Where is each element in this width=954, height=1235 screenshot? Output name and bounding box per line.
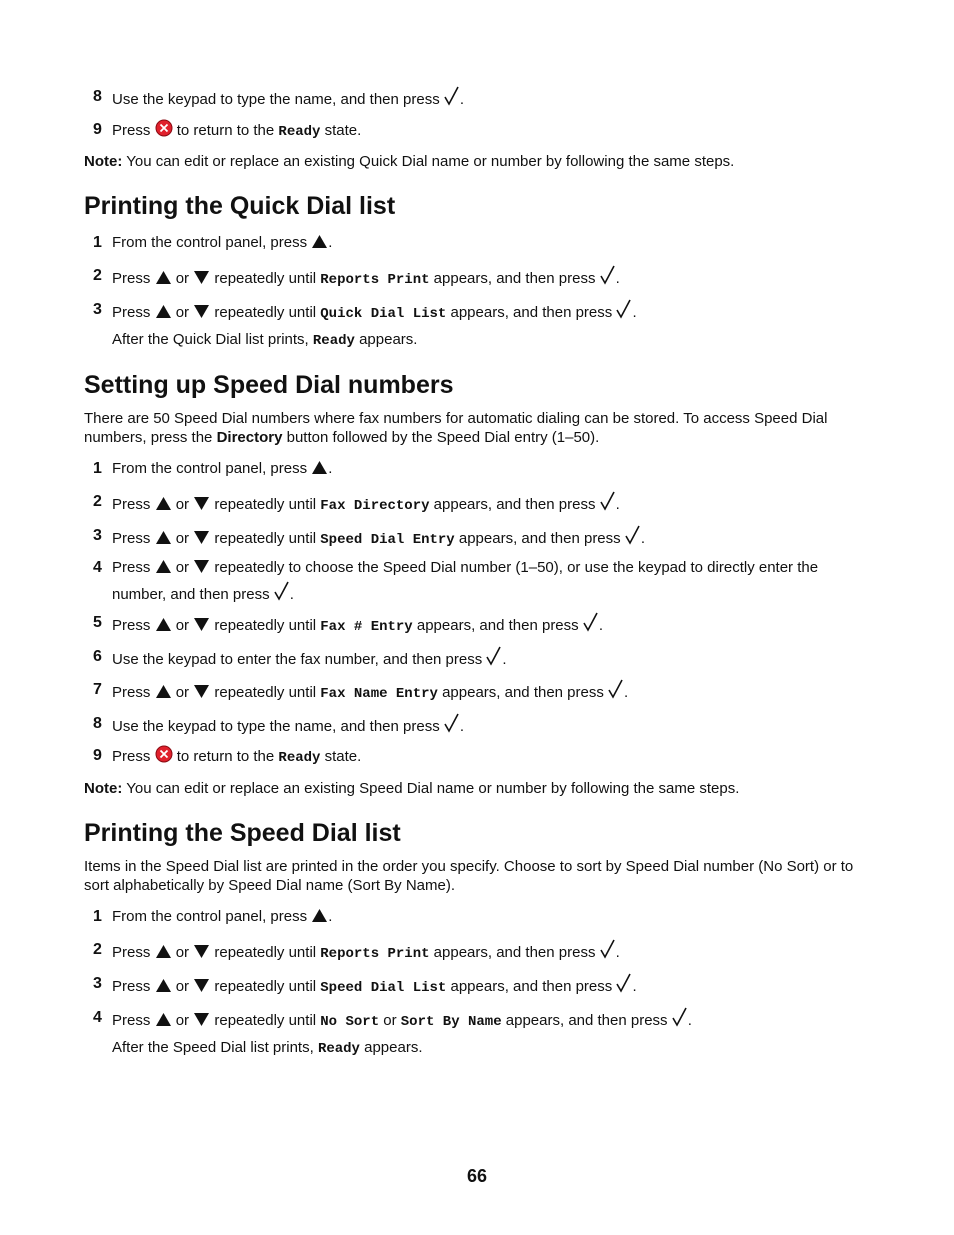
step-text: repeatedly until xyxy=(214,496,317,513)
menu-text: Speed Dial Entry xyxy=(320,532,455,548)
step-2: 2 Press or repeatedly until Reports Print appears, and then press . xyxy=(84,939,874,966)
menu-text: Quick Dial List xyxy=(320,306,447,322)
step-text: Press xyxy=(112,1012,151,1029)
note-label: Note: xyxy=(84,780,123,797)
up-arrow-icon xyxy=(155,617,172,639)
step-text: state. xyxy=(324,748,362,765)
step-number: 6 xyxy=(93,648,102,665)
step-text: repeatedly until xyxy=(214,684,317,701)
step-text: Press xyxy=(112,559,151,576)
step-3: 3 Press or repeatedly until Quick Dial List appears, and then press . xyxy=(84,299,874,326)
step-text: Press xyxy=(112,304,151,321)
step-result xyxy=(84,329,874,352)
step-number: 1 xyxy=(93,234,102,251)
section-heading: Setting up Speed Dial numbers xyxy=(84,371,454,399)
step-text: Use the keypad to type the name, and then press xyxy=(112,91,440,108)
step-text: appears, and then press xyxy=(433,496,596,513)
step-text: repeatedly to choose the Speed Dial number (1–50), or use the keypad to directly enter the number, and then press xyxy=(112,559,819,603)
up-arrow-icon xyxy=(311,234,328,256)
step-text: From the control panel, press xyxy=(112,234,308,251)
step-6: 6 Use the keypad to enter the fax number, and then press . xyxy=(84,646,874,673)
step-text: repeatedly until xyxy=(214,978,317,995)
step-text: Use the keypad to type the name, and then press xyxy=(112,718,440,735)
up-arrow-icon xyxy=(155,530,172,552)
step-number: 5 xyxy=(93,614,102,631)
up-arrow-icon xyxy=(155,559,172,581)
step-text: Press xyxy=(112,944,151,961)
down-arrow-icon xyxy=(193,496,210,518)
note-text: You can edit or replace an existing Speed Dial name or number by following the same steps. xyxy=(126,780,740,797)
step-7: 7 Press or repeatedly until Fax Name Entry appears, and then press . xyxy=(84,679,874,706)
step-number: 8 xyxy=(93,88,102,105)
step-number: 3 xyxy=(93,527,102,544)
down-arrow-icon xyxy=(193,304,210,326)
menu-text: Fax Name Entry xyxy=(320,686,438,702)
step-text: or xyxy=(175,944,190,961)
up-arrow-icon xyxy=(311,908,328,930)
down-arrow-icon xyxy=(193,978,210,1000)
step-text: From the control panel, press xyxy=(112,460,308,477)
step-text: Press xyxy=(112,270,151,287)
step-number: 3 xyxy=(93,301,102,318)
intro-paragraph: Items in the Speed Dial list are printed in the order you specify. Choose to sort by Speed Dial number (No Sort) or to sort alphabetically by Speed Dial name (Sort By Name). xyxy=(84,858,854,894)
step-text: to return to the xyxy=(176,748,275,765)
step-text: repeatedly until xyxy=(214,304,317,321)
step-text: Press xyxy=(112,122,151,139)
step-4: 4 Press or repeatedly to choose the Speed Dial number (1–50), or use the keypad to directly enter the number, and then press . xyxy=(84,557,874,608)
checkmark-icon xyxy=(600,939,616,966)
step-number: 9 xyxy=(93,121,102,138)
step-4: 4 Press or repeatedly until No Sort or Sort By Name appears, and then press . xyxy=(84,1007,874,1034)
step-text: or xyxy=(175,1012,190,1029)
step-text: or xyxy=(175,496,190,513)
down-arrow-icon xyxy=(193,944,210,966)
step-number: 7 xyxy=(93,681,102,698)
step-text: to return to the xyxy=(176,122,275,139)
down-arrow-icon xyxy=(193,559,210,581)
step-3: 3 Press or repeatedly until Speed Dial List appears, and then press . xyxy=(84,973,874,1000)
up-arrow-icon xyxy=(155,684,172,706)
step-text: appears, and then press xyxy=(442,684,604,701)
up-arrow-icon xyxy=(155,978,172,1000)
checkmark-icon xyxy=(486,646,502,673)
step-text: appears. xyxy=(359,331,418,348)
step-text: or xyxy=(175,304,190,321)
paragraph-bold: Directory xyxy=(216,429,283,446)
step-number: 2 xyxy=(93,941,102,958)
checkmark-icon xyxy=(672,1007,688,1034)
step-text: or xyxy=(175,559,190,576)
menu-text: Ready xyxy=(278,124,321,140)
step-1: 1 From the control panel, press . xyxy=(84,232,874,256)
step-text: appears, and then press xyxy=(458,530,621,547)
step-text: or xyxy=(175,530,190,547)
step-text: or xyxy=(383,1012,397,1029)
step-1: 1 From the control panel, press . xyxy=(84,906,874,930)
checkmark-icon xyxy=(583,612,599,639)
step-text: Press xyxy=(112,617,151,634)
down-arrow-icon xyxy=(193,270,210,292)
down-arrow-icon xyxy=(193,1012,210,1034)
step-1: 1 From the control panel, press . xyxy=(84,458,874,482)
step-text: or xyxy=(175,978,190,995)
checkmark-icon xyxy=(616,299,632,326)
step-9 xyxy=(84,119,874,144)
step-number: 9 xyxy=(93,747,102,764)
intro-paragraph xyxy=(84,409,874,447)
checkmark-icon xyxy=(608,679,624,706)
up-arrow-icon xyxy=(155,304,172,326)
menu-text: Speed Dial List xyxy=(320,980,447,996)
menu-text: Reports Print xyxy=(320,272,430,288)
step-text: appears, and then press xyxy=(416,617,579,634)
step-text: Press xyxy=(112,496,151,513)
menu-text: Reports Print xyxy=(320,946,430,962)
step-text: Use the keypad to enter the fax number, and then press xyxy=(112,651,483,668)
checkmark-icon xyxy=(274,581,290,608)
up-arrow-icon xyxy=(311,460,328,482)
checkmark-icon xyxy=(444,86,460,113)
step-text: repeatedly until xyxy=(214,944,317,961)
step-text: appears, and then press xyxy=(433,944,596,961)
step-text: repeatedly until xyxy=(214,270,317,287)
step-2: 2 Press or repeatedly until Fax Directory appears, and then press . xyxy=(84,491,874,518)
step-8: 8 Use the keypad to type the name, and then press . xyxy=(84,86,874,113)
step-text: or xyxy=(175,617,190,634)
step-text: repeatedly until xyxy=(214,1012,317,1029)
note-label: Note: xyxy=(84,153,123,170)
step-number: 4 xyxy=(93,1009,102,1026)
menu-text: No Sort xyxy=(320,1014,380,1030)
up-arrow-icon xyxy=(155,1012,172,1034)
stop-x-icon xyxy=(155,119,173,144)
step-number: 2 xyxy=(93,267,102,284)
checkmark-icon xyxy=(444,713,460,740)
note xyxy=(84,152,874,171)
step-text: Press xyxy=(112,978,151,995)
step-text: appears, and then press xyxy=(450,304,613,321)
step-text: repeatedly until xyxy=(214,530,317,547)
step-number: 1 xyxy=(93,460,102,477)
stop-x-icon xyxy=(155,745,173,770)
menu-text: Fax # Entry xyxy=(320,619,413,635)
page-number: 66 xyxy=(466,1166,488,1186)
step-text: or xyxy=(175,270,190,287)
step-text: appears, and then press xyxy=(505,1012,668,1029)
step-text: or xyxy=(175,684,190,701)
step-3: 3 Press or repeatedly until Speed Dial Entry appears, and then press . xyxy=(84,525,874,552)
step-text: Press xyxy=(112,530,151,547)
checkmark-icon xyxy=(616,973,632,1000)
step-number: 2 xyxy=(93,493,102,510)
down-arrow-icon xyxy=(193,530,210,552)
menu-text: Ready xyxy=(312,333,355,349)
checkmark-icon xyxy=(600,491,616,518)
checkmark-icon xyxy=(625,525,641,552)
note-text: You can edit or replace an existing Quick Dial name or number by following the same steps. xyxy=(126,153,735,170)
up-arrow-icon xyxy=(155,270,172,292)
paragraph-text: There are 50 Speed Dial numbers where fax numbers for automatic dialing can be stored. To access Speed Dial numbers, press the xyxy=(84,410,828,446)
step-result xyxy=(84,1037,874,1060)
step-text: From the control panel, press xyxy=(112,908,308,925)
menu-text: Sort By Name xyxy=(400,1014,502,1030)
step-number: 4 xyxy=(93,559,102,576)
step-text: appears, and then press xyxy=(450,978,613,995)
step-number: 3 xyxy=(93,975,102,992)
paragraph-text: button followed by the Speed Dial entry (1–50). xyxy=(286,429,600,446)
step-text: appears, and then press xyxy=(433,270,596,287)
step-number: 1 xyxy=(93,908,102,925)
menu-text: Ready xyxy=(317,1041,360,1057)
menu-text: Ready xyxy=(278,750,321,766)
step-9 xyxy=(84,745,874,770)
step-text: After the Speed Dial list prints, xyxy=(112,1039,314,1056)
step-number: 8 xyxy=(93,715,102,732)
down-arrow-icon xyxy=(193,684,210,706)
checkmark-icon xyxy=(600,265,616,292)
up-arrow-icon xyxy=(155,944,172,966)
note xyxy=(84,779,874,798)
section-heading: Printing the Quick Dial list xyxy=(84,192,396,220)
step-text: repeatedly until xyxy=(214,617,317,634)
step-text: appears. xyxy=(364,1039,423,1056)
step-2: 2 Press or repeatedly until Reports Print appears, and then press . xyxy=(84,265,874,292)
step-text: Press xyxy=(112,748,151,765)
menu-text: Fax Directory xyxy=(320,498,430,514)
step-5: 5 Press or repeatedly until Fax # Entry appears, and then press . xyxy=(84,612,874,639)
step-text: After the Quick Dial list prints, xyxy=(112,331,309,348)
section-heading: Printing the Speed Dial list xyxy=(84,819,401,847)
step-8: 8 Use the keypad to type the name, and then press . xyxy=(84,713,874,740)
up-arrow-icon xyxy=(155,496,172,518)
down-arrow-icon xyxy=(193,617,210,639)
step-text: Press xyxy=(112,684,151,701)
step-text: state. xyxy=(324,122,362,139)
